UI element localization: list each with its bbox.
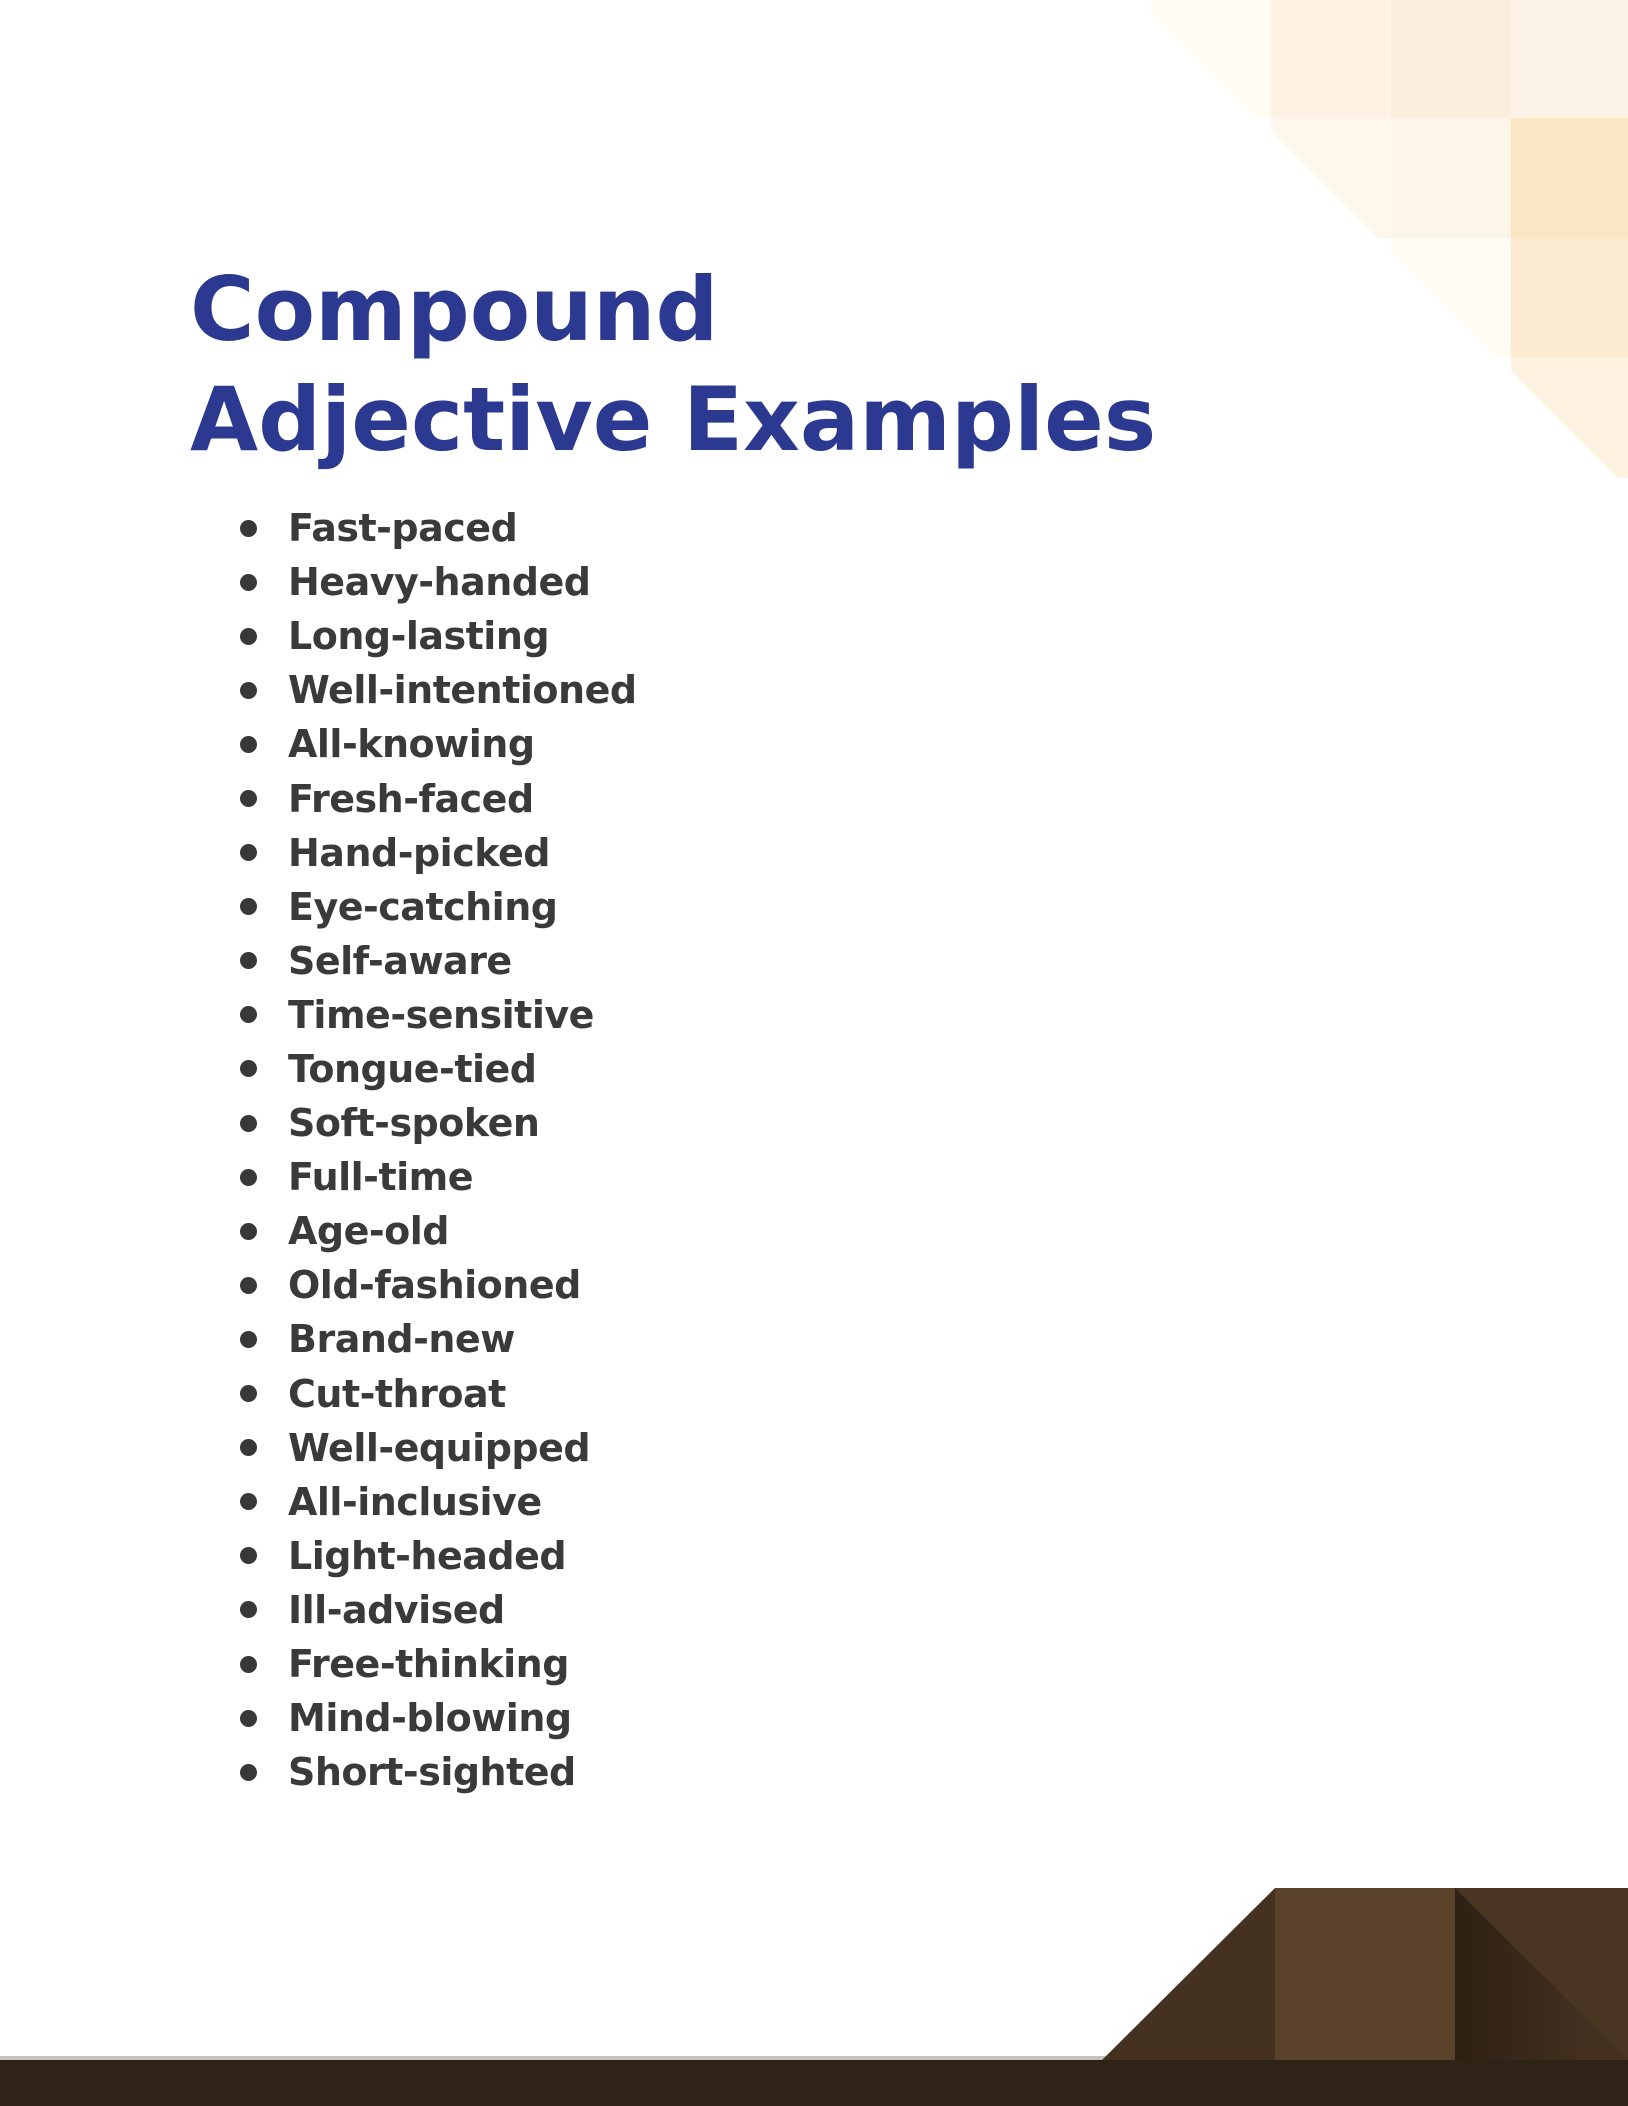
bullet-icon bbox=[240, 1710, 257, 1727]
bullet-icon bbox=[240, 1060, 257, 1077]
list-item bbox=[240, 1312, 637, 1366]
bullet-icon bbox=[240, 682, 257, 699]
checkerboard-tile bbox=[1511, 118, 1628, 238]
checkerboard-tile bbox=[1511, 0, 1628, 118]
list-item-label: Short-sighted bbox=[288, 1750, 576, 1795]
bullet-icon bbox=[240, 1656, 257, 1673]
list-item bbox=[240, 826, 637, 880]
checkerboard-tile bbox=[1391, 238, 1511, 358]
list-item bbox=[240, 1745, 637, 1799]
checkerboard-tile bbox=[1271, 0, 1391, 118]
list-item bbox=[240, 717, 637, 771]
bullet-icon bbox=[240, 628, 257, 645]
list-item-label: Hand-picked bbox=[288, 830, 550, 875]
list-item bbox=[240, 934, 637, 988]
footer-bar bbox=[0, 2060, 1628, 2106]
list-item-label: Long-lasting bbox=[288, 614, 550, 659]
bullet-icon bbox=[240, 574, 257, 591]
list-item-label: Self-aware bbox=[288, 938, 512, 983]
footer-band-mid-shape bbox=[1275, 1888, 1455, 2060]
list-item-label: Time-sensitive bbox=[288, 992, 594, 1037]
list-item bbox=[240, 1204, 637, 1258]
list-item bbox=[240, 880, 637, 934]
list-item-label: Age-old bbox=[288, 1209, 449, 1254]
list-item-label: Eye-catching bbox=[288, 884, 558, 929]
bullet-icon bbox=[240, 790, 257, 807]
list-item bbox=[240, 501, 637, 555]
list-item-label: Well-intentioned bbox=[288, 668, 637, 713]
list-item-label: Full-time bbox=[288, 1155, 473, 1200]
list-item bbox=[240, 1150, 637, 1204]
list-item-label: Fast-paced bbox=[288, 506, 518, 551]
list-item bbox=[240, 1583, 637, 1637]
list-item bbox=[240, 1096, 637, 1150]
list-item bbox=[240, 1475, 637, 1529]
list-item bbox=[240, 1258, 637, 1312]
list-item bbox=[240, 988, 637, 1042]
checkerboard-tile bbox=[1391, 0, 1511, 118]
list-item bbox=[240, 1042, 637, 1096]
bullet-icon bbox=[240, 1169, 257, 1186]
page-title-line2: Adjective Examples bbox=[190, 368, 1157, 471]
bullet-icon bbox=[240, 844, 257, 861]
checkerboard-tile bbox=[1511, 238, 1628, 358]
list-item-label: All-inclusive bbox=[288, 1479, 542, 1524]
bullet-icon bbox=[240, 1439, 257, 1456]
list-item bbox=[240, 771, 637, 825]
footer-triangle-shape bbox=[1102, 1888, 1275, 2060]
bullet-icon bbox=[240, 1277, 257, 1294]
bullet-icon bbox=[240, 520, 257, 537]
list-item bbox=[240, 1421, 637, 1475]
bullet-icon bbox=[240, 1331, 257, 1348]
footer-band-right-shape bbox=[1455, 1888, 1628, 2060]
list-item-label: Brand-new bbox=[288, 1317, 515, 1362]
list-item bbox=[240, 1637, 637, 1691]
bullet-icon bbox=[240, 1493, 257, 1510]
bullet-icon bbox=[240, 1764, 257, 1781]
checkerboard-tile bbox=[1511, 358, 1628, 478]
bullet-icon bbox=[240, 1601, 257, 1618]
bullet-icon bbox=[240, 898, 257, 915]
checkerboard-tile bbox=[1271, 118, 1391, 238]
list-item-label: Well-equipped bbox=[288, 1425, 591, 1470]
list-item-label: Fresh-faced bbox=[288, 776, 534, 821]
list-item-label: Old-fashioned bbox=[288, 1263, 581, 1308]
list-item-label: Ill-advised bbox=[288, 1587, 505, 1632]
bullet-icon bbox=[240, 1006, 257, 1023]
list-item bbox=[240, 1529, 637, 1583]
bullet-icon bbox=[240, 1223, 257, 1240]
checkerboard-tile bbox=[1391, 118, 1511, 238]
adjective-list bbox=[240, 501, 637, 1799]
list-item-label: Light-headed bbox=[288, 1533, 567, 1578]
bullet-icon bbox=[240, 736, 257, 753]
list-item bbox=[240, 1691, 637, 1745]
list-item-label: Tongue-tied bbox=[288, 1046, 537, 1091]
checkerboard-tile bbox=[1151, 0, 1271, 118]
list-item-label: Free-thinking bbox=[288, 1642, 569, 1687]
page-title bbox=[190, 255, 1156, 475]
bullet-icon bbox=[240, 1385, 257, 1402]
bullet-icon bbox=[240, 952, 257, 969]
page-title-line1: Compound bbox=[190, 258, 719, 361]
bullet-icon bbox=[240, 1547, 257, 1564]
list-item-label: Heavy-handed bbox=[288, 560, 591, 605]
list-item bbox=[240, 663, 637, 717]
list-item-label: Mind-blowing bbox=[288, 1696, 572, 1741]
list-item bbox=[240, 555, 637, 609]
list-item-label: Cut-throat bbox=[288, 1371, 506, 1416]
list-item-label: Soft-spoken bbox=[288, 1101, 540, 1146]
bullet-icon bbox=[240, 1115, 257, 1132]
list-item bbox=[240, 609, 637, 663]
corner-checkerboard-decoration bbox=[1136, 0, 1628, 500]
list-item-label: All-knowing bbox=[288, 722, 535, 767]
list-item bbox=[240, 1367, 637, 1421]
